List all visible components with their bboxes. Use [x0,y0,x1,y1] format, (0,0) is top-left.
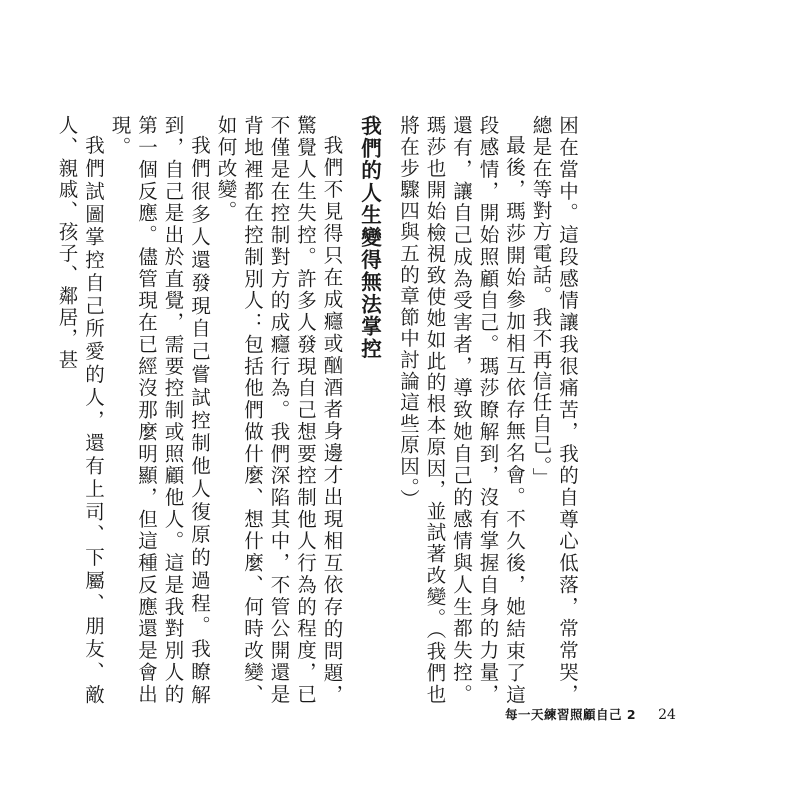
paragraph-control-recovery: 我們很多人還發現自己嘗試控制他人復原的過程。我瞭解到，自己是出於直覺，需要控制或照顧他人。這是我對別人的第一個反應。儘管現在已經沒那麼明顯，但這種反應還是會出現。 [108,115,211,705]
paragraph-control-others: 我們不見得只在成癮或酗酒者身邊才出現相互依存的問題，驚覺人生失控。許多人發現自己想要控制他人行為的程度，已不僅是在控制對方的成癮行為。我們深陷其中，不管公開還是背地裡都在控制別人：包括他們做什麼、想什麼、何時改變、如何改變。 [214,115,344,705]
page-number: 24 [658,707,676,723]
paragraph-loved-ones: 我們試圖掌控自己所愛的人，還有上司、下屬、朋友、敵人、親戚、孩子、鄰居，甚 [55,115,105,705]
paragraph-martha-recovery: 最後，瑪莎開始參加相互依存無名會。不久後，她結束了這段感情，開始照顧自己。瑪莎瞭解到，沒有掌握自身的力量，還有，讓自己成為受害者，導致她自己的感情與人生都失控。瑪莎也開始檢視致使她如此的根本原因，並試著改變。（我們也將在步驟四與五的章節中討論這些原因。） [397,115,526,705]
section-heading: 我們的人生變得無法掌控 [357,115,382,361]
vertical-text-body [53,115,580,705]
page-footer [505,705,676,723]
paragraph-continuation: 困在當中。這段感情讓我很痛苦，我的自尊心低落，常常哭，總是在等對方電話。我不再信任自己。」 [529,115,579,705]
book-title: 每一天練習照顧自己 2 [505,707,637,722]
